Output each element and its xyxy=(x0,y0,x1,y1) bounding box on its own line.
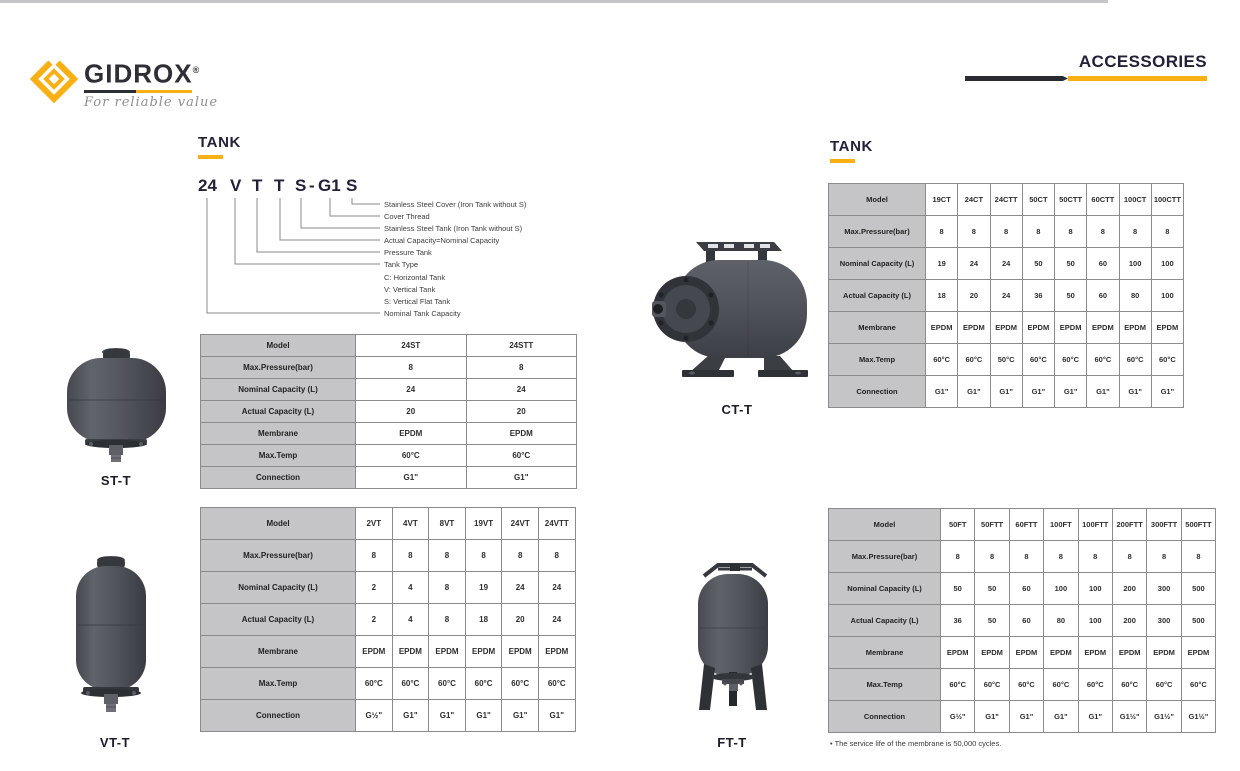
table-cell: EPDM xyxy=(1151,312,1183,344)
table-cell: EPDM xyxy=(1119,312,1151,344)
table-row xyxy=(829,573,1216,605)
brand-tagline: For reliable value xyxy=(84,94,219,110)
table-cell: 60CTT xyxy=(1087,184,1119,216)
row-label: Max.Temp xyxy=(201,668,356,700)
row-label: Actual Capacity (L) xyxy=(829,605,941,637)
model-code-callout: Pressure Tank xyxy=(384,247,432,257)
row-label: Nominal Capacity (L) xyxy=(201,572,356,604)
model-code-part: S xyxy=(295,176,307,195)
table-cell: 24VTT xyxy=(538,508,575,540)
table-row xyxy=(829,248,1184,280)
table-cell: 24CTT xyxy=(990,184,1022,216)
table-cell: 50 xyxy=(941,573,975,605)
bar-dark-segment xyxy=(965,76,1068,81)
stt-tank-image xyxy=(58,344,176,468)
table-cell: 60 xyxy=(1009,573,1043,605)
table-cell: 100 xyxy=(1044,573,1078,605)
row-label: Connection xyxy=(201,700,356,732)
table-row xyxy=(829,184,1184,216)
table-cell: G1" xyxy=(990,376,1022,408)
row-label: Model xyxy=(201,335,356,357)
table-cell: 8 xyxy=(958,216,990,248)
table-row xyxy=(201,379,577,401)
table-cell: 60°C xyxy=(1055,344,1087,376)
row-label: Max.Pressure(bar) xyxy=(201,357,356,379)
table-cell: 50 xyxy=(1022,248,1054,280)
left-section-title-text: TANK xyxy=(198,134,241,151)
table-row xyxy=(201,668,576,700)
table-cell: 24 xyxy=(990,248,1022,280)
row-label: Max.Temp xyxy=(829,344,926,376)
table-cell: EPDM xyxy=(356,423,467,445)
table-cell: 24CT xyxy=(958,184,990,216)
table-cell: 2 xyxy=(356,572,393,604)
model-code-callout: Tank Type xyxy=(384,259,419,269)
table-cell: 60 xyxy=(1087,248,1119,280)
table-row xyxy=(201,423,577,445)
table-cell: G1½" xyxy=(1181,701,1215,733)
table-row xyxy=(829,541,1216,573)
table-cell: 60 xyxy=(1087,280,1119,312)
stt-tank-figure xyxy=(58,344,176,468)
table-cell: EPDM xyxy=(465,636,502,668)
model-code-callout: Nominal Tank Capacity xyxy=(384,308,461,318)
table-cell: G½" xyxy=(941,701,975,733)
model-code-part: - xyxy=(309,176,315,195)
registered-mark: ® xyxy=(192,65,201,75)
ftt-tank-figure xyxy=(690,560,780,715)
table-cell: 60°C xyxy=(356,668,393,700)
table-cell: 8 xyxy=(1147,541,1181,573)
table-cell: 8 xyxy=(1151,216,1183,248)
ctt-tank-figure xyxy=(652,238,812,383)
table-cell: 8 xyxy=(502,540,539,572)
table-row xyxy=(829,509,1216,541)
top-rule xyxy=(0,0,1108,3)
table-cell: 19CT xyxy=(926,184,958,216)
ctt-figure-label: CT-T xyxy=(721,402,753,417)
table-cell: 500 xyxy=(1181,573,1215,605)
model-code-part: S xyxy=(346,176,358,195)
table-cell: 60°C xyxy=(1022,344,1054,376)
table-cell: 50 xyxy=(1055,248,1087,280)
table-row xyxy=(201,700,576,732)
row-label: Nominal Capacity (L) xyxy=(829,248,926,280)
table-cell: 80 xyxy=(1119,280,1151,312)
table-cell: 8 xyxy=(466,357,577,379)
table-cell: 100 xyxy=(1151,280,1183,312)
table-cell: 8 xyxy=(538,540,575,572)
table-cell: 24ST xyxy=(356,335,467,357)
table-cell: 24 xyxy=(538,572,575,604)
table-cell: 8 xyxy=(1055,216,1087,248)
table-cell: 100 xyxy=(1151,248,1183,280)
table-cell: G1" xyxy=(538,700,575,732)
table-cell: 100FT xyxy=(1044,509,1078,541)
table-cell: 24 xyxy=(502,572,539,604)
model-code-part: T xyxy=(252,176,263,195)
table-cell: 8 xyxy=(941,541,975,573)
row-label: Model xyxy=(829,184,926,216)
table-cell: 100FTT xyxy=(1078,509,1112,541)
table-cell: 50CTT xyxy=(1055,184,1087,216)
row-label: Nominal Capacity (L) xyxy=(201,379,356,401)
table-cell: 60 xyxy=(1009,605,1043,637)
table-cell: 50 xyxy=(975,605,1009,637)
table-cell: 60°C xyxy=(1112,669,1146,701)
table-cell: 24VT xyxy=(502,508,539,540)
table-cell: G1" xyxy=(392,700,429,732)
table-cell: 36 xyxy=(941,605,975,637)
ftt-spec-table xyxy=(828,508,1216,733)
table-row xyxy=(829,312,1184,344)
logo-rule xyxy=(84,90,192,93)
table-cell: G1" xyxy=(1087,376,1119,408)
table-cell: EPDM xyxy=(429,636,466,668)
table-cell: EPDM xyxy=(1147,637,1181,669)
row-label: Actual Capacity (L) xyxy=(201,401,356,423)
gidrox-diamond-icon xyxy=(30,55,78,107)
table-cell: 60°C xyxy=(502,668,539,700)
table-cell: 19 xyxy=(465,572,502,604)
vtt-figure-label: VT-T xyxy=(99,735,131,750)
ctt-spec-table xyxy=(828,183,1184,408)
table-cell: 8 xyxy=(429,540,466,572)
table-cell: 8 xyxy=(429,604,466,636)
table-cell: 18 xyxy=(465,604,502,636)
table-cell: G1" xyxy=(356,467,467,489)
row-label: Connection xyxy=(829,376,926,408)
table-cell: G1" xyxy=(975,701,1009,733)
table-cell: 24STT xyxy=(466,335,577,357)
model-code-part: V xyxy=(230,176,242,195)
table-cell: 50 xyxy=(975,573,1009,605)
vtt-spec-table xyxy=(200,507,576,732)
table-cell: G1" xyxy=(1119,376,1151,408)
table-row xyxy=(201,572,576,604)
table-cell: G1" xyxy=(926,376,958,408)
table-cell: 8 xyxy=(1022,216,1054,248)
brand-name xyxy=(84,55,218,89)
table-cell: 8 xyxy=(1087,216,1119,248)
title-underline xyxy=(198,155,223,159)
gidrox-logo xyxy=(30,55,218,110)
row-label: Max.Temp xyxy=(829,669,941,701)
table-cell: 200FTT xyxy=(1112,509,1146,541)
title-underline xyxy=(830,159,855,163)
table-cell: 50FT xyxy=(941,509,975,541)
ftt-table xyxy=(828,508,1216,733)
row-label: Membrane xyxy=(829,637,941,669)
right-section-title-text: TANK xyxy=(830,138,873,155)
table-cell: 100 xyxy=(1078,605,1112,637)
table-cell: 2VT xyxy=(356,508,393,540)
brand-word: GIDROX xyxy=(84,58,193,89)
table-cell: 60°C xyxy=(392,668,429,700)
vtt-table xyxy=(200,507,576,732)
table-row xyxy=(201,401,577,423)
table-cell: EPDM xyxy=(926,312,958,344)
table-cell: EPDM xyxy=(990,312,1022,344)
table-cell: 8 xyxy=(392,540,429,572)
row-label: Membrane xyxy=(201,636,356,668)
table-cell: 8 xyxy=(356,357,467,379)
table-cell: 24 xyxy=(356,379,467,401)
model-code-callout: V: Vertical Tank xyxy=(384,284,436,294)
row-label: Connection xyxy=(829,701,941,733)
table-cell: 60°C xyxy=(975,669,1009,701)
table-cell: EPDM xyxy=(1009,637,1043,669)
row-label: Membrane xyxy=(201,423,356,445)
table-cell: G1" xyxy=(958,376,990,408)
stt-spec-table xyxy=(200,334,577,489)
model-code-callout: C: Horizontal Tank xyxy=(384,272,446,282)
table-cell: 300 xyxy=(1147,573,1181,605)
table-cell: G1" xyxy=(1078,701,1112,733)
bar-yellow-segment xyxy=(1068,76,1207,81)
table-cell: EPDM xyxy=(975,637,1009,669)
stt-figure-label: ST-T xyxy=(100,473,132,488)
table-cell: 24 xyxy=(958,248,990,280)
row-label: Max.Temp xyxy=(201,445,356,467)
stt-table xyxy=(200,334,577,489)
table-row xyxy=(829,280,1184,312)
table-cell: 8 xyxy=(356,540,393,572)
table-cell: 8 xyxy=(1044,541,1078,573)
table-cell: 60°C xyxy=(958,344,990,376)
table-cell: G1" xyxy=(1009,701,1043,733)
table-cell: 60°C xyxy=(1078,669,1112,701)
table-cell: 200 xyxy=(1112,605,1146,637)
table-cell: 24 xyxy=(538,604,575,636)
ctt-table xyxy=(828,183,1184,408)
table-cell: 8 xyxy=(429,572,466,604)
table-cell: 8 xyxy=(465,540,502,572)
table-cell: 18 xyxy=(926,280,958,312)
table-cell: 300 xyxy=(1147,605,1181,637)
table-cell: 4VT xyxy=(392,508,429,540)
model-code-callout: Actual Capacity=Nominal Capacity xyxy=(384,235,500,245)
table-cell: G1" xyxy=(1151,376,1183,408)
table-cell: 80 xyxy=(1044,605,1078,637)
right-section-title xyxy=(830,138,873,163)
table-cell: EPDM xyxy=(1181,637,1215,669)
table-cell: 60°C xyxy=(1147,669,1181,701)
table-row xyxy=(201,445,577,467)
table-cell: EPDM xyxy=(1055,312,1087,344)
table-row xyxy=(829,637,1216,669)
table-cell: G1½" xyxy=(1112,701,1146,733)
row-label: Actual Capacity (L) xyxy=(829,280,926,312)
table-cell: 19VT xyxy=(465,508,502,540)
table-cell: 4 xyxy=(392,604,429,636)
table-cell: EPDM xyxy=(1112,637,1146,669)
table-cell: G1" xyxy=(502,700,539,732)
table-cell: 60°C xyxy=(926,344,958,376)
table-cell: EPDM xyxy=(1044,637,1078,669)
table-cell: 2 xyxy=(356,604,393,636)
table-cell: 20 xyxy=(466,401,577,423)
table-cell: 60°C xyxy=(1119,344,1151,376)
vtt-tank-image xyxy=(70,553,152,718)
table-cell: EPDM xyxy=(466,423,577,445)
table-cell: 8 xyxy=(1119,216,1151,248)
table-cell: 60°C xyxy=(941,669,975,701)
table-cell: 24 xyxy=(990,280,1022,312)
ftt-tank-image xyxy=(690,560,780,715)
table-cell: EPDM xyxy=(502,636,539,668)
table-cell: 50°C xyxy=(990,344,1022,376)
table-cell: 50 xyxy=(1055,280,1087,312)
row-label: Connection xyxy=(201,467,356,489)
table-cell: 60°C xyxy=(1087,344,1119,376)
table-cell: G1" xyxy=(465,700,502,732)
membrane-footnote: • The service life of the membrane is 50,000 cycles. xyxy=(830,739,1002,748)
table-cell: 19 xyxy=(926,248,958,280)
table-row xyxy=(829,216,1184,248)
table-cell: 8 xyxy=(1078,541,1112,573)
table-row xyxy=(829,669,1216,701)
table-cell: 60°C xyxy=(1151,344,1183,376)
table-cell: 8 xyxy=(926,216,958,248)
table-row xyxy=(829,376,1184,408)
table-row xyxy=(201,335,577,357)
table-cell: G1" xyxy=(1044,701,1078,733)
table-row xyxy=(201,604,576,636)
table-cell: 8VT xyxy=(429,508,466,540)
table-row xyxy=(201,467,577,489)
table-cell: EPDM xyxy=(1078,637,1112,669)
table-cell: EPDM xyxy=(1087,312,1119,344)
ftt-figure-label: FT-T xyxy=(717,735,747,750)
table-cell: EPDM xyxy=(392,636,429,668)
table-cell: 60°C xyxy=(1009,669,1043,701)
table-cell: G1" xyxy=(466,467,577,489)
model-code-callout-lines xyxy=(0,0,600,340)
table-cell: 60°C xyxy=(538,668,575,700)
model-code-callout: S: Vertical Flat Tank xyxy=(384,296,451,306)
row-label: Membrane xyxy=(829,312,926,344)
table-cell: 50FTT xyxy=(975,509,1009,541)
ctt-tank-image xyxy=(652,238,812,383)
table-cell: 4 xyxy=(392,572,429,604)
left-section-title xyxy=(198,134,241,159)
table-cell: 100CTT xyxy=(1151,184,1183,216)
table-cell: EPDM xyxy=(538,636,575,668)
row-label: Nominal Capacity (L) xyxy=(829,573,941,605)
model-code-part: G1 xyxy=(318,176,341,195)
row-label: Model xyxy=(829,509,941,541)
logo-text xyxy=(84,55,218,110)
table-cell: EPDM xyxy=(1022,312,1054,344)
table-cell: EPDM xyxy=(941,637,975,669)
table-row xyxy=(201,357,577,379)
table-cell: 8 xyxy=(1112,541,1146,573)
table-cell: 500FTT xyxy=(1181,509,1215,541)
table-cell: 60°C xyxy=(466,445,577,467)
table-cell: 20 xyxy=(356,401,467,423)
table-cell: 60°C xyxy=(1181,669,1215,701)
table-cell: G1½" xyxy=(1147,701,1181,733)
table-row xyxy=(201,508,576,540)
table-cell: 24 xyxy=(466,379,577,401)
row-label: Max.Pressure(bar) xyxy=(829,541,941,573)
table-cell: G1" xyxy=(1022,376,1054,408)
table-cell: 8 xyxy=(1181,541,1215,573)
model-code-callout: Cover Thread xyxy=(384,211,430,221)
table-cell: 8 xyxy=(990,216,1022,248)
row-label: Max.Pressure(bar) xyxy=(829,216,926,248)
table-cell: 36 xyxy=(1022,280,1054,312)
table-row xyxy=(201,540,576,572)
table-cell: 200 xyxy=(1112,573,1146,605)
table-cell: 500 xyxy=(1181,605,1215,637)
table-cell: EPDM xyxy=(356,636,393,668)
model-code-part: 24 xyxy=(198,176,217,195)
model-code-callout: Stainless Steel Cover (Iron Tank without S) xyxy=(384,199,527,209)
model-code-callout: Stainless Steel Tank (Iron Tank without S) xyxy=(384,223,523,233)
table-cell: 8 xyxy=(975,541,1009,573)
table-cell: 100 xyxy=(1078,573,1112,605)
table-row xyxy=(201,636,576,668)
table-row xyxy=(829,344,1184,376)
table-cell: 100 xyxy=(1119,248,1151,280)
row-label: Actual Capacity (L) xyxy=(201,604,356,636)
table-cell: G½" xyxy=(356,700,393,732)
row-label: Max.Pressure(bar) xyxy=(201,540,356,572)
table-cell: 60°C xyxy=(1044,669,1078,701)
table-cell: 20 xyxy=(958,280,990,312)
model-code-part: T xyxy=(274,176,285,195)
vtt-tank-figure xyxy=(70,553,152,718)
table-cell: 60°C xyxy=(465,668,502,700)
table-cell: 20 xyxy=(502,604,539,636)
table-cell: 60°C xyxy=(356,445,467,467)
table-cell: 8 xyxy=(1009,541,1043,573)
table-cell: EPDM xyxy=(958,312,990,344)
table-cell: 50CT xyxy=(1022,184,1054,216)
table-cell: 100CT xyxy=(1119,184,1151,216)
page-label-bar xyxy=(965,76,1207,81)
table-cell: 300FTT xyxy=(1147,509,1181,541)
table-row xyxy=(829,605,1216,637)
page-label: ACCESSORIES xyxy=(1078,52,1207,71)
row-label: Model xyxy=(201,508,356,540)
table-cell: G1" xyxy=(429,700,466,732)
table-row xyxy=(829,701,1216,733)
table-cell: 60°C xyxy=(429,668,466,700)
table-cell: G1" xyxy=(1055,376,1087,408)
table-cell: 60FTT xyxy=(1009,509,1043,541)
